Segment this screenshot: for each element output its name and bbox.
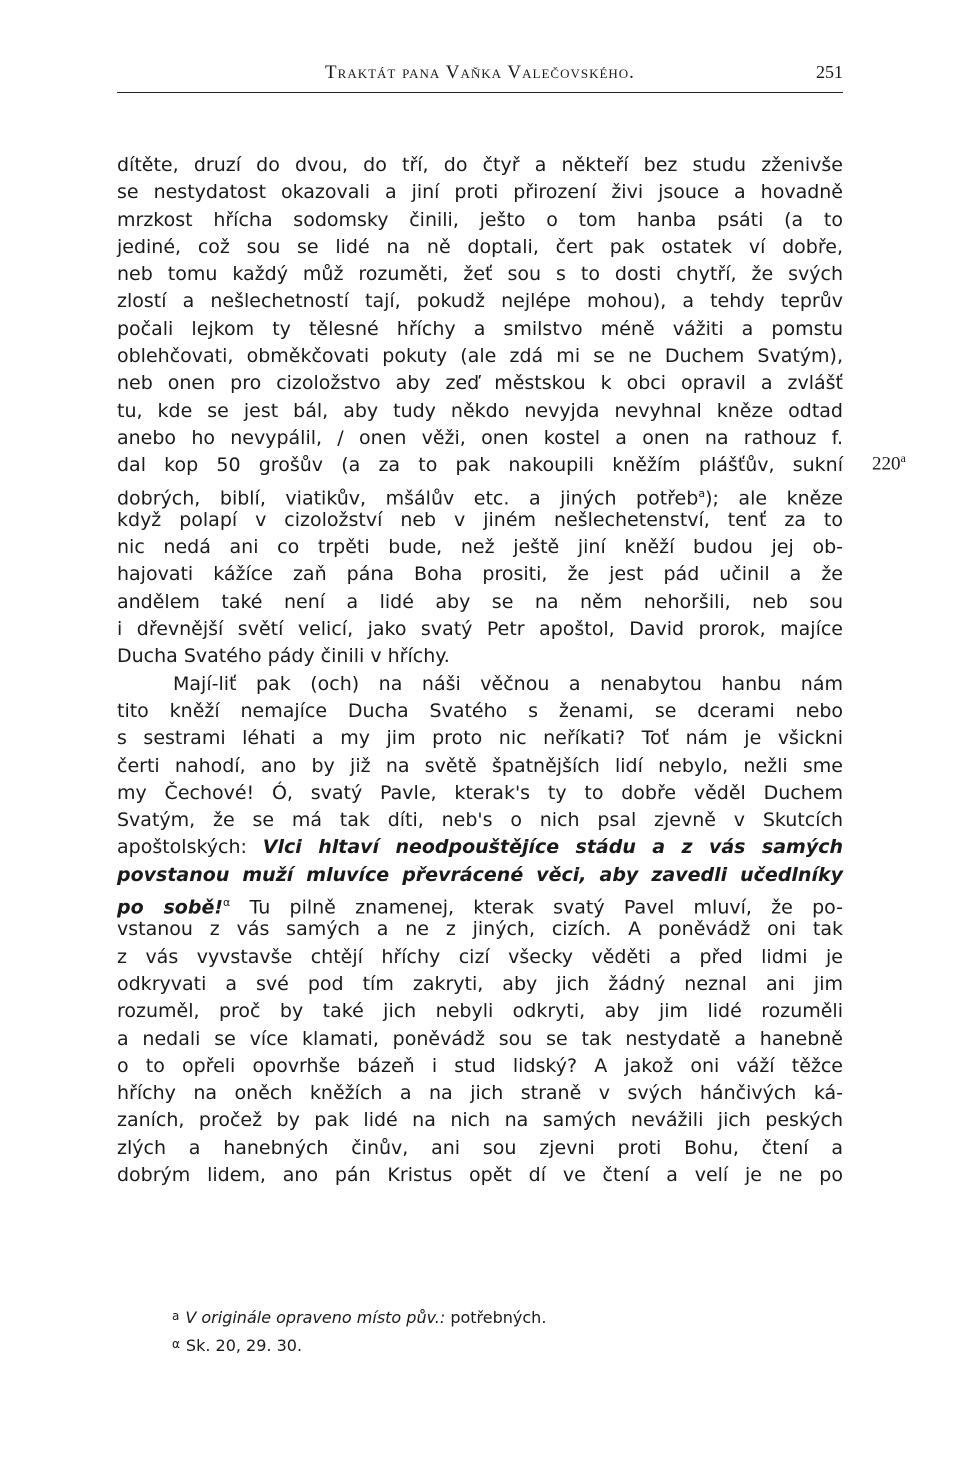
footnote-mark: α (172, 1337, 180, 1351)
text-line: z vás vyvstavše chtějí hříchy cizí všecky věděti a před lidmi je (117, 945, 843, 968)
text-line: Svatým, že se má tak díti, neb's o nich psal zjevně v Skutcích (117, 809, 843, 832)
text-line: my Čechové! Ó, svatý Pavle, kterak's ty to dobře věděl Duchem (117, 781, 843, 804)
line-text: dobrých, biblí, viatikův, mšálův etc. a jiných potřeb (117, 486, 699, 509)
text-line: anebo ho nevypálil, / onen věži, onen kostel a onen na rathouz f. (117, 426, 843, 449)
text-line: rozuměl, proč by také jich nebyli odkryti, aby jim lidé rozuměli (117, 1000, 843, 1023)
text-line: dobrým lidem, ano pán Kristus opět dí ve čtení a velí je ne po (117, 1163, 843, 1186)
footnote-marker-alpha: α (223, 896, 231, 910)
main-text (117, 152, 843, 1189)
folio-margin-note (872, 451, 906, 475)
text-line: andělem také není a lidé aby se na něm nehoršili, neb sou (117, 590, 843, 613)
text-line: zlých a hanebných činův, ani sou zjevni proti Bohu, čtení a (117, 1136, 843, 1159)
footnote-marker-a: a (698, 486, 706, 500)
text-line: mrzkost hřícha sodomsky činili, ješto o tom hanba psáti (a to (117, 208, 843, 231)
text-line: dal kop 50 grošův (a za to pak nakoupili kněžím plášťův, sukní (117, 454, 843, 477)
footnote-mark: a (172, 1309, 180, 1323)
text-line-with-quote (117, 834, 843, 861)
footnote-text: potřebných. (445, 1308, 547, 1327)
text-line-with-footnote (117, 480, 843, 507)
text-line: odkryvati a své pod tím zakryti, aby jich žádný neznal ani jim (117, 972, 843, 995)
footnote-italic: V originále opraveno místo pův.: (185, 1308, 446, 1327)
footnote-text: Sk. 20, 29. 30. (185, 1336, 303, 1355)
footnote-a (172, 1303, 812, 1331)
text-line: a nedali se více klamati, poněvádž sou se tak nestydatě a hanebně (117, 1027, 843, 1050)
text-line: se nestydatost okazovali a jiní proti přirození živi jsouce a hovadně (117, 181, 843, 204)
text-line: Ducha Svatého pády činili v hříchy. (117, 645, 450, 668)
header-rule (117, 92, 843, 93)
text-line: zaních, pročež by pak lidé na nich na samých nevážili jich peských (117, 1109, 843, 1132)
text-line: tito kněží nemajíce Ducha Svatého s ženami, se dcerami nebo (117, 699, 843, 722)
folio-side: a (900, 451, 906, 465)
text-line: čerti nahodí, ano by již na světě špatnějších lidí nebylo, nežli sme (117, 754, 843, 777)
line-text: apoštolských: (117, 836, 247, 859)
text-line: zlostí a nešlechetností tají, pokudž nejlépe mohou), a tehdy teprův (117, 290, 843, 313)
text-line: nic nedá ani co trpěti bude, než ještě jiní kněží budou jej ob- (117, 536, 843, 559)
text-line: počali lejkom ty tělesné hříchy a smilstvo méně vážiti a pomstu (117, 317, 843, 340)
folio-number: 220 (872, 453, 901, 475)
line-text: Tu pilně znamenej, kterak svatý Pavel mluví, že po- (249, 896, 843, 919)
running-title: Traktát pana Vaňka Valečovského. (325, 62, 635, 83)
quotation-italic: povstanou muží mluvíce převrácené věci, aby zavedli učedlníky (117, 863, 843, 886)
text-line: vstanou z vás samých a ne z jiných, cizích. A poněvádž oni tak (117, 918, 843, 941)
text-line: když polapí v cizoložství neb v jiném nešlechetenství, tenť za to (117, 508, 843, 531)
line-text-continued: ); ale kněze (705, 486, 843, 509)
text-line-with-footnote (117, 889, 843, 919)
quotation-italic: po sobě! (117, 896, 223, 919)
text-line: oblehčovati, obměkčovati pokuty (ale zdá mi se ne Duchem Svatým), (117, 345, 843, 368)
text-line: s sestrami léhati a my jim proto nic neříkati? Toť nám je všickni (117, 727, 843, 750)
text-line: jediné, což sou se lidé na ně doptali, čert pak ostatek ví dobře, (117, 235, 843, 258)
paragraph-start-line: Mají-liť pak (och) na náši věčnou a nenabytou hanbu nám (173, 672, 843, 695)
text-line: dítěte, druzí do dvou, do tří, do čtyř a někteří bez studu zženivše (117, 154, 843, 176)
text-line: hajovati kážíce zaň pána Boha prositi, že jest pád učinil a že (117, 563, 843, 586)
text-line: neb tomu každý můž rozuměti, žeť sou s to dosti chytří, že svých (117, 263, 843, 286)
text-line: hříchy na oněch kněžích a na jich straně v svých hánčivých ká- (117, 1082, 843, 1105)
footnotes (172, 1303, 812, 1359)
running-header (117, 62, 843, 92)
footnote-alpha (172, 1331, 812, 1359)
text-line: neb onen pro cizoložstvo aby zeď městskou k obci opravil a zvlášť (117, 372, 843, 395)
quotation-italic: Vlci hltaví neodpouštějíce stádu a z vás samých (262, 836, 843, 859)
page-number: 251 (816, 62, 843, 82)
text-line (117, 862, 843, 889)
text-line: i dřevnější světí velicí, jako svatý Petr apoštol, David prorok, majíce (117, 618, 843, 641)
text-line: o to opřeli opovrhše bázeň i stud lidský? A jakož oni váží těžce (117, 1054, 843, 1077)
text-line: tu, kde se jest bál, aby tudy někdo nevyjda nevyhnal kněze odtad (117, 399, 843, 422)
